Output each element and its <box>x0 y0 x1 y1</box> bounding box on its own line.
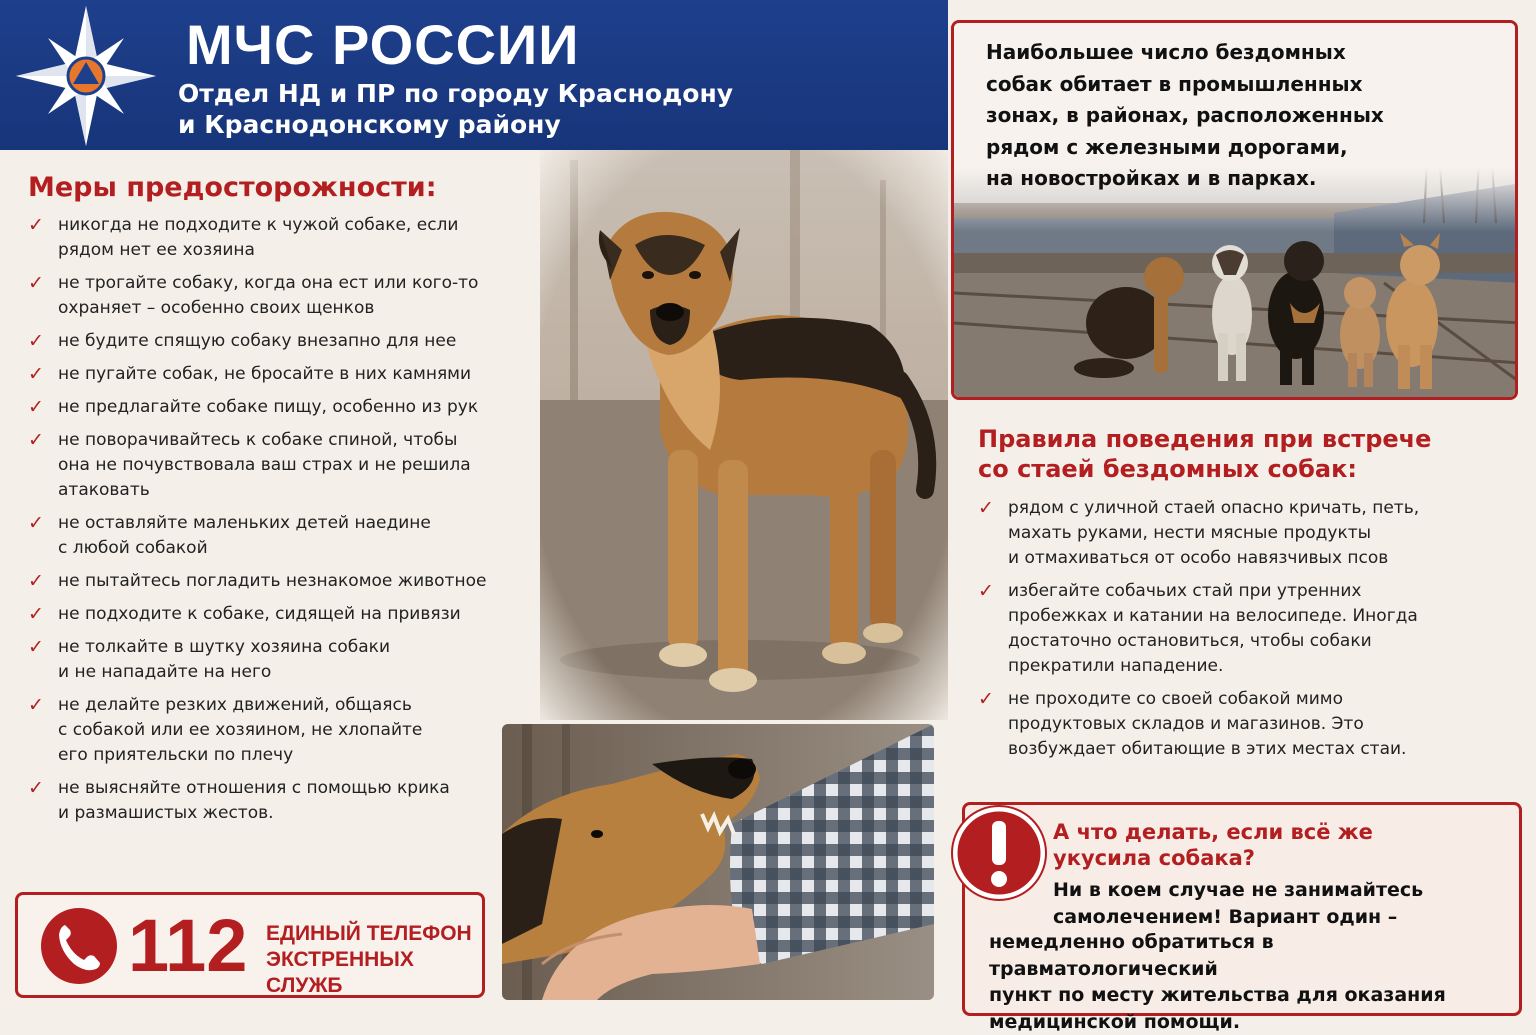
bite-title-line: А что делать, если всё же <box>1053 819 1373 845</box>
bite-title-line: укусила собака? <box>1053 845 1373 871</box>
exclamation-icon <box>949 803 1049 903</box>
rules-item-line: рядом с уличной стаей опасно кричать, петь, <box>1008 496 1508 521</box>
precautions-item-line: с любой собакой <box>58 536 518 561</box>
rules-list <box>978 496 1508 770</box>
rules-item-line: прекратили нападение. <box>1008 654 1508 679</box>
precautions-item <box>28 693 518 768</box>
bite-text-line: Ни в коем случае не занимайтесь <box>1053 877 1483 904</box>
bite-text-line: медицинской помощи. <box>989 1009 1509 1035</box>
rules-item <box>978 687 1508 762</box>
precautions-item-line: не будите спящую собаку внезапно для нее <box>58 329 518 354</box>
precautions-item-line: атаковать <box>58 478 518 503</box>
precautions-item <box>28 329 518 354</box>
standing-dog-photo <box>540 150 948 720</box>
precautions-item-line: не пытайтесь погладить незнакомое животное <box>58 569 518 594</box>
precautions-item <box>28 776 518 826</box>
precautions-item-line: не подходите к собаке, сидящей на привязи <box>58 602 518 627</box>
precautions-item <box>28 213 518 263</box>
check-icon: ✓ <box>28 569 44 594</box>
check-icon: ✓ <box>28 602 44 627</box>
check-icon: ✓ <box>28 329 44 354</box>
precautions-title: Меры предосторожности: <box>28 172 518 203</box>
check-icon: ✓ <box>28 213 44 238</box>
bite-advice-text <box>1053 877 1483 930</box>
check-icon: ✓ <box>28 428 44 453</box>
precautions-item-line: не оставляйте маленьких детей наедине <box>58 511 518 536</box>
rules-item-line: и отмахиваться от особо навязчивых псов <box>1008 546 1508 571</box>
rules-item-line: махать руками, нести мясные продукты <box>1008 521 1508 546</box>
bite-advice-title <box>1053 819 1373 871</box>
rules-item-line: избегайте собачьих стай при утренних <box>1008 579 1508 604</box>
precautions-item-line: никогда не подходите к чужой собаке, если <box>58 213 518 238</box>
dog-bite-photo <box>502 724 934 1000</box>
precautions-item-line: его приятельски по плечу <box>58 743 518 768</box>
precautions-item-line: и не нападайте на него <box>58 660 518 685</box>
rules-item-line: пробежках и катании на велосипеде. Иногда <box>1008 604 1508 629</box>
rules-item-line: возбуждает обитающие в этих местах стаи. <box>1008 737 1508 762</box>
precautions-item-line: не выясняйте отношения с помощью крика <box>58 776 518 801</box>
rules-item-line: не проходите со своей собакой мимо <box>1008 687 1508 712</box>
check-icon: ✓ <box>978 579 994 604</box>
check-icon: ✓ <box>28 362 44 387</box>
precautions-item <box>28 271 518 321</box>
fact-line: рядом с железными дорогами, <box>986 132 1406 164</box>
rules-title-line: Правила поведения при встрече <box>978 424 1498 454</box>
mchs-emblem-icon <box>14 4 158 148</box>
fact-line: Наибольшее число бездомных <box>986 37 1406 69</box>
precautions-item-line: не делайте резких движений, общаясь <box>58 693 518 718</box>
rules-item-line: достаточно остановиться, чтобы собаки <box>1008 629 1508 654</box>
rules-title <box>978 424 1498 484</box>
check-icon: ✓ <box>28 693 44 718</box>
stray-dogs-fact-box <box>951 20 1518 400</box>
precautions-item <box>28 569 518 594</box>
emergency-label-line: ЕДИНЫЙ ТЕЛЕФОН <box>266 921 482 947</box>
check-icon: ✓ <box>28 635 44 660</box>
emergency-phone-box <box>15 892 485 998</box>
precautions-item-line: не пугайте собак, не бросайте в них камнями <box>58 362 518 387</box>
fact-line: на новостройках и в парках. <box>986 163 1406 195</box>
check-icon: ✓ <box>978 496 994 521</box>
bite-advice-text-continued <box>989 929 1509 1035</box>
rules-item-line: продуктовых складов и магазинов. Это <box>1008 712 1508 737</box>
precautions-item-line: с собакой или ее хозяином, не хлопайте <box>58 718 518 743</box>
precautions-item <box>28 602 518 627</box>
subtitle-line: Отдел НД и ПР по городу Краснодону <box>178 78 733 109</box>
precautions-section <box>28 172 518 834</box>
precautions-item-line: не толкайте в шутку хозяина собаки <box>58 635 518 660</box>
precautions-item <box>28 362 518 387</box>
emergency-number: 112 <box>128 901 247 991</box>
precautions-list <box>28 213 518 826</box>
precautions-item <box>28 635 518 685</box>
bite-text-line: самолечением! Вариант один – <box>1053 904 1483 931</box>
rules-item <box>978 496 1508 571</box>
page-title: МЧС РОССИИ <box>186 12 580 77</box>
emergency-label-line: ЭКСТРЕННЫХ СЛУЖБ <box>266 947 482 999</box>
check-icon: ✓ <box>28 271 44 296</box>
precautions-item <box>28 395 518 420</box>
emergency-label <box>266 921 482 999</box>
precautions-item <box>28 428 518 503</box>
precautions-item <box>28 511 518 561</box>
check-icon: ✓ <box>28 511 44 536</box>
check-icon: ✓ <box>28 776 44 801</box>
page-subtitle <box>178 78 733 140</box>
fact-line: собак обитает в промышленных <box>986 69 1406 101</box>
rules-title-line: со стаей бездомных собак: <box>978 454 1498 484</box>
precautions-item-line: рядом нет ее хозяина <box>58 238 518 263</box>
subtitle-line: и Краснодонскому району <box>178 109 733 140</box>
header-banner <box>0 0 948 150</box>
precautions-item-line: не трогайте собаку, когда она ест или кого-то <box>58 271 518 296</box>
precautions-item-line: и размашистых жестов. <box>58 801 518 826</box>
precautions-item-line: не поворачивайтесь к собаке спиной, чтобы <box>58 428 518 453</box>
fact-line: зонах, в районах, расположенных <box>986 100 1406 132</box>
precautions-item-line: охраняет – особенно своих щенков <box>58 296 518 321</box>
check-icon: ✓ <box>28 395 44 420</box>
stray-dogs-fact-text <box>986 37 1406 195</box>
precautions-item-line: не предлагайте собаке пищу, особенно из рук <box>58 395 518 420</box>
check-icon: ✓ <box>978 687 994 712</box>
phone-icon <box>38 905 120 987</box>
bite-text-line: пункт по месту жительства для оказания <box>989 982 1509 1009</box>
bite-advice-box <box>962 802 1522 1016</box>
bite-text-line: немедленно обратиться в травматологический <box>989 929 1509 982</box>
rules-item <box>978 579 1508 679</box>
precautions-item-line: она не почувствовала ваш страх и не решила <box>58 453 518 478</box>
